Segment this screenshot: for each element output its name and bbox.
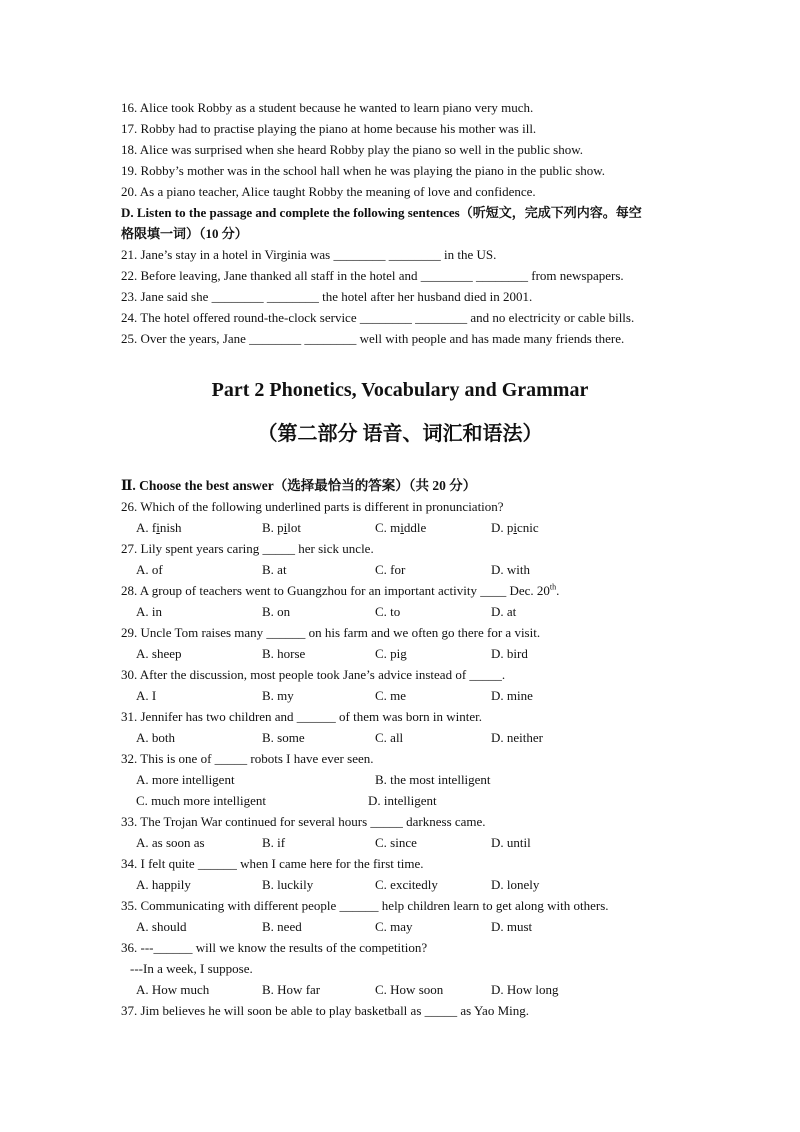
q28-option-d: D. at [491,604,517,619]
q32-option-d: D. intelligent [368,793,437,808]
q29-option-d: D. bird [491,646,528,661]
part2-title: Part 2 Phonetics, Vocabulary and Grammar [211,379,589,401]
q27-option-b: B. at [262,562,287,577]
q34-option-a: A. happily [136,877,191,892]
q30-option-c: C. me [375,688,407,703]
q26-option-c: C. middle [375,520,427,535]
q32-option-c: C. much more intelligent [136,793,266,808]
q31-option-d: D. neither [491,730,543,745]
q36-option-a: A. How much [136,982,210,997]
section2-heading: Ⅱ. Choose the best answer（选择最恰当的答案）（共 20 分） [121,478,477,493]
q32-option-a: A. more intelligent [136,772,235,787]
question-29: 29. Uncle Tom raises many ______ on his farm and we often go there for a visit. [121,625,541,640]
q36-option-d: D. How long [491,982,559,997]
q32-option-b: B. the most intelligent [375,772,491,787]
statement-20: 20. As a piano teacher, Alice taught Robby the meaning of love and confidence. [121,184,536,199]
q36-reply: ---In a week, I suppose. [130,961,253,976]
q34-option-b: B. luckily [262,877,314,892]
q31-option-b: B. some [262,730,305,745]
q33-option-d: D. until [491,835,531,850]
question-37: 37. Jim believes he will soon be able to play basketball as _____ as Yao Ming. [121,1003,530,1018]
q28-option-a: A. in [136,604,162,619]
q35-option-c: C. may [375,919,413,934]
question-34: 34. I felt quite ______ when I came here for the first time. [121,856,424,871]
q35-option-d: D. must [491,919,533,934]
q34-option-c: C. excitedly [375,877,438,892]
statement-17: 17. Robby had to practise playing the piano at home because his mother was ill. [121,121,537,136]
q29-option-a: A. sheep [136,646,182,661]
fill-in-24: 24. The hotel offered round-the-clock service ________ ________ and no electricity or cable bills. [121,310,635,325]
question-32: 32. This is one of _____ robots I have ever seen. [121,751,374,766]
part-d-heading-line2: 格限填一词）（10 分） [121,226,248,241]
q26-option-d: D. picnic [491,520,539,535]
question-33: 33. The Trojan War continued for several hours _____ darkness came. [121,814,486,829]
fill-in-25: 25. Over the years, Jane ________ ________ well with people and has made many friends there. [121,331,625,346]
fill-in-23: 23. Jane said she ________ ________ the hotel after her husband died in 2001. [121,289,533,304]
statement-16: 16. Alice took Robby as a student because he wanted to learn piano very much. [121,100,534,115]
q35-option-a: A. should [136,919,187,934]
q30-option-d: D. mine [491,688,533,703]
q28-option-b: B. on [262,604,291,619]
part2-subtitle: （第二部分 语音、词汇和语法） [257,423,543,445]
q31-option-c: C. all [375,730,404,745]
question-28: 28. A group of teachers went to Guangzhou for an important activity ____ Dec. 20th. [121,582,560,598]
question-27: 27. Lily spent years caring _____ her sick uncle. [121,541,374,556]
question-26: 26. Which of the following underlined parts is different in pronunciation? [121,499,504,514]
q30-option-b: B. my [262,688,294,703]
question-31: 31. Jennifer has two children and ______ of them was born in winter. [121,709,483,724]
q28-option-c: C. to [375,604,401,619]
q36-option-c: C. How soon [375,982,444,997]
part-d-heading-line1: D. Listen to the passage and complete the following sentences（听短文，完成下列内容。每空 [121,205,642,220]
q31-option-a: A. both [136,730,175,745]
q26-option-a: A. finish [136,520,182,535]
q27-option-d: D. with [491,562,530,577]
q36-option-b: B. How far [262,982,321,997]
question-30: 30. After the discussion, most people took Jane’s advice instead of _____. [121,667,506,682]
statement-18: 18. Alice was surprised when she heard Robby play the piano so well in the public show. [121,142,584,157]
q30-option-a: A. I [136,688,157,703]
question-36: 36. ---______ will we know the results of the competition? [121,940,428,955]
q27-option-c: C. for [375,562,406,577]
fill-in-21: 21. Jane’s stay in a hotel in Virginia was ________ ________ in the US. [121,247,497,262]
q26-option-b: B. pilot [262,520,302,535]
question-35: 35. Communicating with different people ______ help children learn to get along with others. [121,898,609,913]
fill-in-22: 22. Before leaving, Jane thanked all staff in the hotel and ________ ________ from newspapers. [121,268,624,283]
q33-option-c: C. since [375,835,417,850]
q34-option-d: D. lonely [491,877,540,892]
q27-option-a: A. of [136,562,163,577]
q35-option-b: B. need [262,919,302,934]
q33-option-a: A. as soon as [136,835,205,850]
q29-option-b: B. horse [262,646,306,661]
statement-19: 19. Robby’s mother was in the school hall when he was playing the piano in the public show. [121,163,606,178]
q33-option-b: B. if [262,835,286,850]
q29-option-c: C. pig [375,646,407,661]
